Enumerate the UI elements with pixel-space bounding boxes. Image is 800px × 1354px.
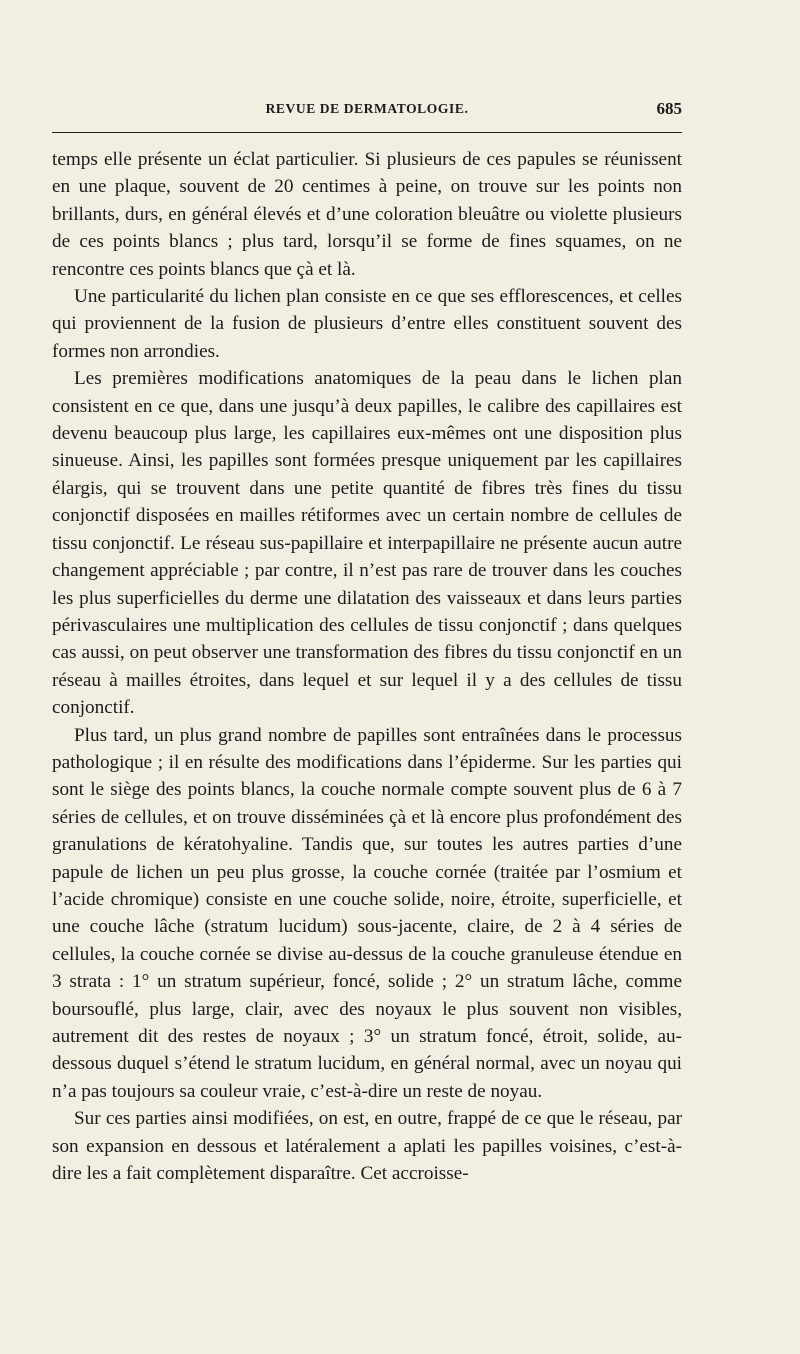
- paragraph-5: Sur ces parties ainsi modifiées, on est, en outre, frappé de ce que le réseau, par son expansion en dessous et latéralement a aplati les papilles voisines, c’est-à-dire les a fait complètement disparaître. Cet accroisse-: [52, 1108, 682, 1185]
- body-text: [52, 146, 682, 1187]
- paragraph-1: temps elle présente un éclat particulier. Si plusieurs de ces papules se réunissent en une plaque, souvent de 20 centimes à peine, on trouve sur les points non brillants, durs, en général élevés et d’une coloration bleuâtre ou violette plusieurs de ces points blancs ; plus tard, lorsqu’il se forme de fines squames, on ne rencontre ces points blancs que çà et là.: [52, 149, 682, 280]
- paragraph-3: Les premières modifications anatomiques de la peau dans le lichen plan consistent en ce que, dans une jusqu’à deux papilles, le calibre des capillaires est devenu beaucoup plus large, les capillaires eux-mêmes ont une disposition plus sinueuse. Ainsi, les papilles sont formées presque uniquement par les capillaires élargis, qui se trouvent dans une petite quantité de fibres très fines du tissu conjonctif disposées en mailles rétiformes avec un certain nombre de cellules de tissu conjonctif. Le réseau sus-papillaire et interpapillaire ne présente aucun autre changement appréciable ; par contre, il n’est pas rare de trouver dans les couches les plus superficielles du derme une dilatation des vaisseaux et dans leurs parties périvasculaires une multiplication des cellules de tissu conjonctif ; dans quelques cas aussi, on peut observer une transformation des fibres du tissu conjonctif en un réseau à mailles étroites, dans lequel et sur lequel il y a des cellules de tissu conjonctif.: [52, 368, 682, 719]
- paragraph-2: Une particularité du lichen plan consiste en ce que ses efflorescences, et celles qui proviennent de la fusion de plusieurs d’entre elles constituent souvent des formes non arrondies.: [52, 286, 682, 362]
- page-number: 685: [656, 99, 682, 118]
- header-rule: [52, 132, 682, 133]
- running-title: REVUE DE DERMATOLOGIE.: [265, 101, 469, 116]
- paragraph-4: Plus tard, un plus grand nombre de papilles sont entraînées dans le processus pathologique ; il en résulte des modifications dans l’épiderme. Sur les parties qui sont le siège des points blancs, la couche normale compte souvent plus de 6 à 7 séries de cellules, et on trouve disséminées çà et là encore plus profondément des granulations de kératohyaline. Tandis que, sur toutes les autres parties d’une papule de lichen un peu plus grosse, la couche cornée (traitée par l’osmium et l’acide chromique) consiste en une couche solide, noire, étroite, superficielle, et une couche lâche (stratum lucidum) sous-jacente, claire, de 2 à 4 séries de cellules, la couche cornée se divise au-dessus de la couche granuleuse étendue en 3 strata : 1° un stratum supérieur, foncé, solide ; 2° un stratum lâche, comme boursouflé, plus large, clair, avec des noyaux le plus souvent non visibles, autrement dit des restes de noyaux ; 3° un stratum foncé, étroit, solide, au-dessous duquel s’étend le stratum lucidum, en général normal, avec un noyau qui n’a pas toujours sa couleur vraie, c’est-à-dire un reste de noyau.: [52, 724, 682, 1102]
- running-head: [52, 99, 682, 121]
